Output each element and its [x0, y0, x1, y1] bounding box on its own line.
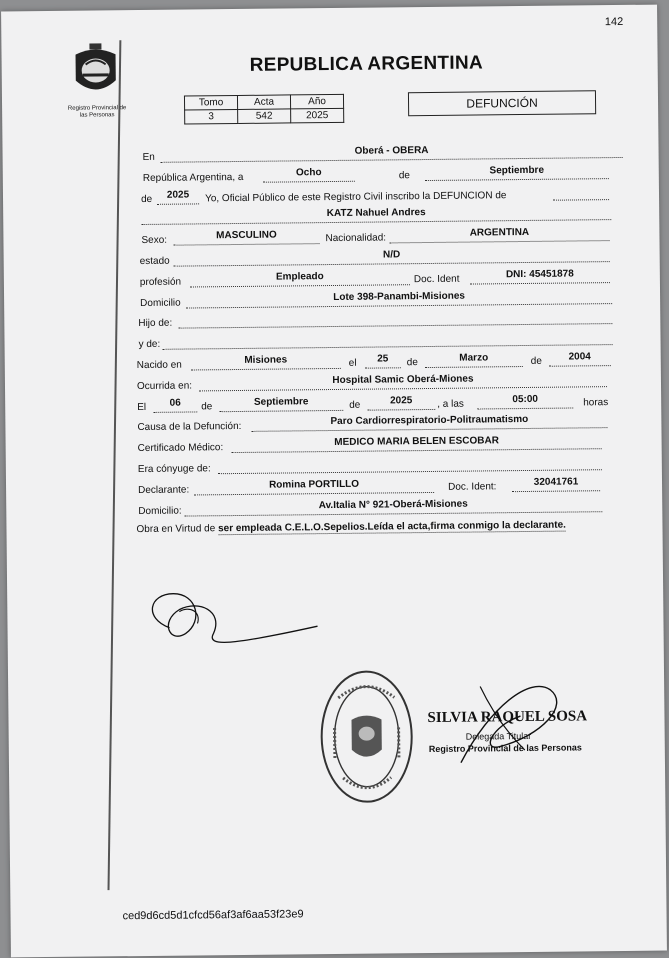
ocurrida-label: Ocurrida en:: [136, 380, 193, 392]
decl-dom-label: Domicilio:: [138, 505, 182, 517]
estado-field: N/D: [174, 247, 610, 267]
certificado-label: Certificado Médico:: [137, 442, 224, 455]
official-seal: [318, 667, 415, 806]
def-anio-field: 2025: [367, 394, 435, 410]
registry-caption: Registro Provincial de las Personas: [67, 105, 127, 119]
officer-role: Delegada Titular: [465, 730, 532, 742]
page-number: 142: [604, 15, 624, 29]
causa-label: Causa de la Defunción:: [137, 421, 242, 434]
dia-field: Ocho: [263, 167, 355, 183]
nac-de-2: de: [530, 355, 542, 367]
decl-doc-label: Doc. Ident:: [448, 481, 497, 493]
decl-doc-field: 32041761: [512, 476, 600, 492]
nac-de-1: de: [406, 357, 418, 369]
nac-anio-field: 2004: [549, 351, 611, 367]
certificate-form: [133, 143, 627, 536]
el-label-2: El: [137, 401, 147, 413]
causa-field: Paro Cardiorrespiratorio-Politraumatismo: [251, 413, 607, 432]
def-de-1: de: [201, 400, 213, 412]
en-field: Oberá - OBERA: [161, 143, 623, 163]
deceased-name-field: KATZ Nahuel Andres: [141, 205, 611, 225]
tomo-acta-table: [184, 94, 344, 125]
anio-field: 2025: [157, 189, 199, 204]
tomo-header: Tomo: [184, 95, 237, 110]
acta-header: Acta: [237, 95, 290, 110]
alas-label: , a las: [437, 398, 464, 410]
horas-label: horas: [583, 396, 609, 408]
nacido-label: Nacido en: [136, 359, 182, 372]
death-certificate-page: [1, 5, 667, 958]
republica-label: República Argentina, a: [142, 171, 244, 184]
estado-label: estado: [139, 255, 170, 268]
def-de-2: de: [349, 399, 361, 411]
de-label: de: [398, 169, 410, 182]
document-hash: ced9d6cd5d1cfcd56af3af6aa53f23e9: [122, 908, 304, 923]
nac-mes-field: Marzo: [425, 352, 523, 368]
conyuge-label: Era cónyuge de:: [137, 463, 211, 476]
officer-name: SILVIA RAQUEL SOSA: [427, 708, 588, 727]
el-label: el: [348, 357, 357, 369]
domicilio-label: Domicilio: [140, 297, 181, 309]
sexo-label: Sexo:: [141, 234, 168, 247]
nac-dia-field: 25: [365, 353, 401, 368]
provincial-coat-of-arms-icon: [67, 40, 124, 101]
oficial-fill: [553, 185, 609, 201]
domicilio-field: Lote 398-Panambi-Misiones: [186, 289, 612, 308]
oficial-text: Yo, Oficial Público de este Registro Civil inscribo la DEFUNCION de: [204, 189, 507, 204]
obra-label: Obra en Virtud de: [136, 523, 216, 536]
nacionalidad-field: ARGENTINA: [389, 226, 609, 243]
anio-value: 2025: [291, 108, 344, 123]
ocurrida-field: Hospital Samic Oberá-Miones: [199, 372, 607, 391]
mes-field: Septiembre: [425, 164, 609, 181]
hijo-label: Hijo de:: [138, 318, 173, 330]
profesion-label: profesión: [139, 276, 182, 288]
doc-field: DNI: 45451878: [470, 268, 610, 284]
margin-line: [108, 40, 122, 890]
nacido-field: Misiones: [191, 354, 341, 371]
yde-label: y de:: [138, 338, 161, 351]
officer-organization: Registro Provincial de las Personas: [428, 742, 582, 755]
def-dia-field: 06: [153, 397, 197, 412]
doc-label: Doc. Ident: [413, 273, 460, 285]
hijo-field: [178, 309, 612, 329]
acta-value: 542: [238, 109, 291, 124]
conyuge-field: [218, 455, 602, 474]
record-type-box: DEFUNCIÓN: [408, 90, 596, 116]
decl-dom-field: Av.Italia N° 921-Oberá-Misiones: [184, 497, 602, 516]
de-label-2: de: [140, 193, 153, 205]
anio-header: Año: [290, 94, 343, 109]
nacionalidad-label: Nacionalidad:: [325, 232, 387, 245]
document-title: REPUBLICA ARGENTINA: [249, 52, 484, 76]
declarante-label: Declarante:: [138, 484, 190, 496]
declarant-signature: [139, 580, 320, 662]
profesion-field: Empleado: [190, 270, 410, 287]
declarante-field: Romina PORTILLO: [194, 478, 434, 496]
certificado-field: MEDICO MARIA BELEN ESCOBAR: [232, 434, 602, 453]
en-label: En: [142, 151, 155, 163]
obra-value: ser empleada C.E.L.O.Sepelios.Leída el acta,firma conmigo la declarante.: [217, 519, 566, 535]
sexo-field: MASCULINO: [173, 229, 319, 246]
def-mes-field: Septiembre: [219, 395, 343, 411]
tomo-value: 3: [185, 109, 238, 124]
def-hora-field: 05:00: [477, 393, 573, 409]
